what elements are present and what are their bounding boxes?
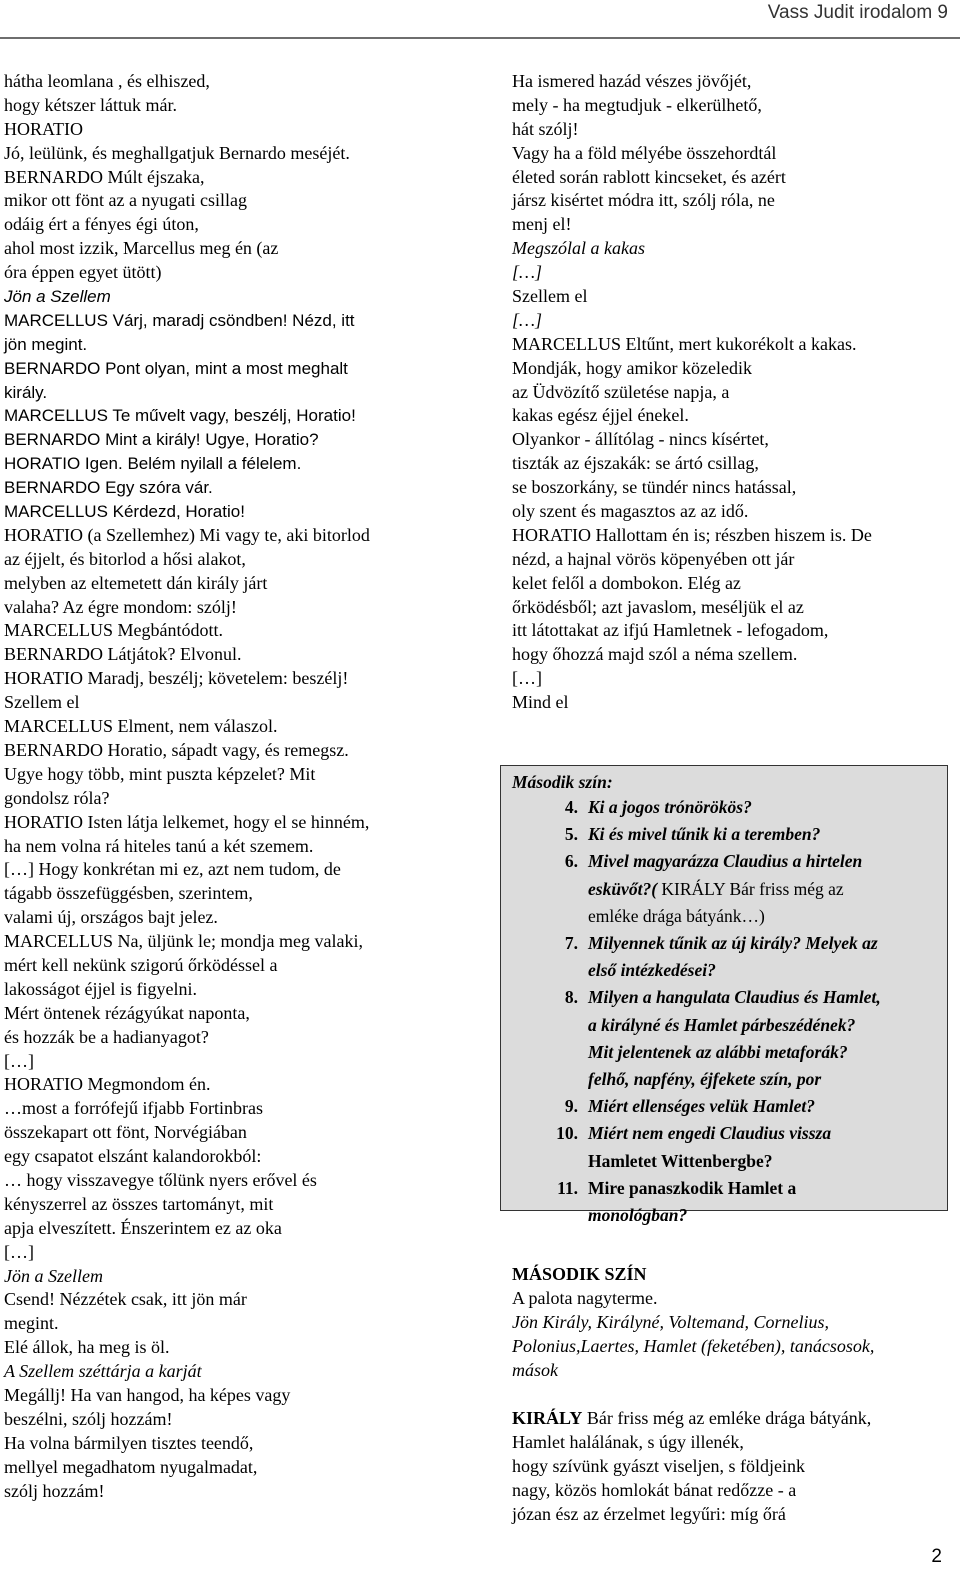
question-text [588, 930, 939, 957]
text-line: Jön a Szellem [4, 287, 111, 307]
question-text-span: Ki a jogos trónörökös? [588, 797, 752, 817]
question-number [512, 1148, 588, 1175]
text-line: HORATIO Maradj, beszélj; követelem: beszélj! [4, 668, 349, 689]
text-line: lakosságot éjjel is figyelni. [4, 978, 197, 999]
text-line: király. [4, 382, 48, 402]
question-box [500, 765, 948, 1226]
question-text [588, 1012, 939, 1039]
stage-direction-line: Jön Király, Királyné, Voltemand, Cornelius, [512, 1312, 829, 1332]
question-text [588, 848, 939, 875]
question-line [512, 848, 939, 875]
text-line: jön megint. [4, 334, 88, 354]
text-line: Szellem el [512, 286, 588, 307]
king-line: Hamlet halálának, s úgy illenék, [512, 1432, 744, 1452]
text-line: […] [4, 1050, 34, 1071]
text-line: BERNARDO Pont olyan, mint a most meghalt [4, 358, 348, 378]
text-line: BERNARDO Múlt éjszaka, [4, 166, 205, 187]
question-text-span: Hamletet Wittenbergbe? [588, 1150, 773, 1171]
question-text [588, 957, 939, 984]
king-line-text: Bár friss még az emléke drága bátyánk, [582, 1408, 872, 1428]
question-list [512, 794, 939, 1229]
text-line: életed során rablott kincseket, és azért [512, 166, 786, 187]
text-line: MARCELLUS Eltűnt, mert kukorékolt a kakas. [512, 333, 857, 354]
question-line [512, 930, 939, 957]
text-line: Olyankor - állítólag - nincs kísértet, [512, 429, 769, 450]
question-text-span: Milyen a hangulata Claudius és Hamlet, [588, 987, 881, 1008]
question-text-span: felhő, napfény, éjfekete szín, por [588, 1069, 822, 1090]
king-line: nagy, közös homlokát bánat redőzze - a [512, 1480, 797, 1500]
text-line: összekapart ott fönt, Norvégiában [4, 1122, 247, 1143]
text-line: Megállj! Ha van hangod, ha képes vagy [4, 1384, 291, 1405]
text-line: az éjjelt, és bitorlod a hősi alakot, [4, 548, 246, 569]
text-line: kényszerrel az összes tartományt, mit [4, 1193, 274, 1214]
text-line: […] [4, 1241, 34, 1262]
text-line: MARCELLUS Várj, maradj csöndben! Nézd, itt [4, 310, 355, 330]
question-text [588, 984, 939, 1011]
text-line: kelet felől a dombokon. Elég az [512, 572, 741, 593]
right-column [512, 70, 957, 715]
text-line: BERNARDO Horatio, sápadt vagy, és remegsz. [4, 739, 349, 760]
question-text [588, 1202, 939, 1229]
question-text [588, 903, 939, 930]
text-line: tiszták az éjszakák: se ártó csillag, [512, 453, 759, 474]
text-line: beszélni, szólj hozzám! [4, 1408, 173, 1429]
text-line: oly szent és magasztos az az idő. [512, 501, 749, 522]
text-line: apja elveszített. Énszerintem ez az oka [4, 1217, 282, 1238]
stage-direction-line: Polonius,Laertes, Hamlet (feketében), tanácsosok, [512, 1336, 875, 1356]
question-text-span: Ki és mivel tűnik ki a teremben? [588, 824, 821, 845]
text-line: Ugye hogy több, mint puszta képzelet? Mit [4, 763, 316, 784]
question-text [588, 794, 939, 821]
question-number: 5. [564, 824, 578, 845]
text-line: HORATIO Megmondom én. [4, 1074, 211, 1095]
question-number [512, 903, 588, 930]
text-line: tágabb összefüggésben, szerintem, [4, 883, 253, 904]
question-line [512, 984, 939, 1011]
question-text-span: első intézkedései? [588, 960, 716, 981]
text-line: hátha leomlana , és elhiszed, [4, 71, 210, 91]
question-text-plain: emléke drága bátyánk…) [588, 905, 765, 926]
question-line [512, 957, 939, 984]
text-line: BERNARDO Látjátok? Elvonul. [4, 644, 242, 665]
question-line [512, 903, 939, 930]
text-line: […] Hogy konkrétan mi ez, azt nem tudom, de [4, 859, 341, 880]
text-line: MARCELLUS Te művelt vagy, beszélj, Horatio! [4, 406, 356, 426]
text-line: Megszólal a kakas [512, 238, 645, 259]
text-line: odáig ért a fényes égi úton, [4, 214, 199, 235]
text-line: óra éppen egyet ütött) [4, 262, 162, 283]
question-number: 4. [564, 797, 578, 817]
question-number: 8. [564, 987, 578, 1008]
text-line: Mondják, hogy amikor közeledik [512, 357, 752, 378]
question-text [588, 1148, 939, 1175]
text-line: hát szólj! [512, 118, 579, 139]
text-line: valaha? Az égre mondom: szólj! [4, 596, 237, 617]
scene-location: A palota nagyterme. [512, 1288, 658, 1308]
question-text-span: Mire panaszkodik Hamlet a [588, 1177, 797, 1198]
question-number [512, 1202, 588, 1229]
question-number: 10. [556, 1123, 578, 1144]
question-box-title: Második szín: [512, 772, 613, 792]
question-line [512, 1012, 939, 1039]
question-text-span: Miért ellenséges velük Hamlet? [588, 1096, 815, 1117]
scene-block [512, 1262, 952, 1382]
question-number: 11. [557, 1177, 578, 1198]
text-line: az Üdvözítő születése napja, a [512, 381, 730, 402]
text-line: BERNARDO Mint a király! Ugye, Horatio? [4, 430, 319, 450]
question-number: 9. [564, 1096, 578, 1117]
question-number [512, 1039, 588, 1066]
question-text-span: monológban? [588, 1205, 688, 1226]
text-line: Ha ismered hazád vészes jövőjét, [512, 71, 752, 91]
text-line: Ha volna bármilyen tisztes teendő, [4, 1432, 254, 1453]
question-text [588, 1093, 939, 1120]
question-line [512, 794, 939, 821]
text-line: HORATIO (a Szellemhez) Mi vagy te, aki bitorlod [4, 524, 370, 545]
text-line: HORATIO Hallottam én is; részben hiszem is. De [512, 524, 872, 545]
question-text [588, 821, 939, 848]
text-line: …most a forrófejű ifjabb Fortinbras [4, 1098, 263, 1119]
text-line: nézd, a hajnal vörös köpenyében ott jár [512, 548, 795, 569]
question-text-italic: esküvőt?( [588, 878, 662, 899]
stage-directions [512, 1310, 952, 1382]
text-line: MARCELLUS Elment, nem válaszol. [4, 716, 278, 737]
text-line: HORATIO Igen. Belém nyilall a félelem. [4, 454, 302, 474]
question-text-span: a királyné és Hamlet párbeszédének? [588, 1014, 856, 1035]
question-line [512, 1148, 939, 1175]
text-line: menj el! [512, 214, 572, 235]
text-line: se boszorkány, se tündér nincs hatással, [512, 477, 797, 498]
text-line: BERNARDO Egy szóra vár. [4, 478, 213, 498]
text-line: HORATIO Isten látja lelkemet, hogy el se hinném, [4, 811, 370, 832]
question-line [512, 821, 939, 848]
text-line: mikor ott fönt az a nyugati csillag [4, 190, 247, 211]
text-line: HORATIO [4, 118, 83, 139]
question-number [512, 1066, 588, 1093]
question-text-plain: KIRÁLY Bár friss még az [661, 878, 844, 899]
stage-direction-line: mások [512, 1360, 558, 1380]
question-line [512, 876, 939, 903]
text-line: Jó, leülünk, és meghallgatjuk Bernardo meséjét. [4, 142, 350, 163]
header-divider [0, 37, 960, 39]
question-text-span: Mivel magyarázza Claudius a hirtelen [588, 851, 863, 872]
text-line: jársz kisértet módra itt, szólj róla, ne [512, 190, 775, 211]
question-number: 7. [564, 933, 578, 954]
text-line: MARCELLUS Na, üljünk le; mondja meg valaki, [4, 931, 363, 952]
text-line: megint. [4, 1313, 59, 1334]
text-line: kakas egész éjjel énekel. [512, 405, 689, 426]
question-text [588, 1039, 939, 1066]
king-line: hogy szívünk gyászt viseljen, s földjeink [512, 1456, 805, 1476]
text-line: ahol most izzik, Marcellus meg én (az [4, 238, 279, 259]
question-number [512, 957, 588, 984]
text-line: Vagy ha a föld mélyébe összehordtál [512, 142, 777, 163]
text-line: Csend! Nézzétek csak, itt jön már [4, 1289, 247, 1310]
question-line [512, 1202, 939, 1229]
question-line [512, 1093, 939, 1120]
text-line: őrködésből; azt javaslom, meséljük el az [512, 596, 804, 617]
text-line: gondolsz róla? [4, 787, 110, 808]
king-line: józan ész az érzelmet legyűri: míg őrá [512, 1504, 786, 1524]
text-line: […] [512, 262, 543, 283]
text-line: hogy kétszer láttuk már. [4, 94, 177, 115]
text-line: […] [512, 309, 543, 330]
question-text [588, 876, 939, 903]
text-line: itt látottakat az ifjú Hamletnek - lefogadom, [512, 620, 829, 641]
text-line: melyben az eltemetett dán király járt [4, 572, 268, 593]
header-title: Vass Judit irodalom 9 [767, 2, 948, 23]
question-text-span: Mit jelentenek az alábbi metaforák? [588, 1041, 848, 1062]
text-line: mért kell nekünk szigorú őrködéssel a [4, 954, 278, 975]
question-number [512, 1012, 588, 1039]
page-number: 2 [931, 1546, 942, 1567]
text-line: hogy őhozzá majd szól a néma szellem. [512, 644, 798, 665]
king-lines [512, 1430, 952, 1526]
text-line: A Szellem széttárja a karját [4, 1361, 202, 1382]
text-line: valami új, országos bajt jelez. [4, 907, 218, 928]
text-line: Mért öntenek rézágyúkat naponta, [4, 1002, 250, 1023]
text-line: Szellem el [4, 692, 80, 713]
text-line: … hogy visszavegye tőlünk nyers erővel és [4, 1169, 317, 1190]
text-line: MARCELLUS Kérdezd, Horatio! [4, 502, 245, 522]
text-line: Elé állok, ha meg is öl. [4, 1337, 170, 1358]
question-text-span: Miért nem engedi Claudius vissza [588, 1123, 832, 1144]
text-line: szólj hozzám! [4, 1480, 105, 1501]
scene-title: MÁSODIK SZÍN [512, 1264, 647, 1284]
question-text [588, 1066, 939, 1093]
question-line [512, 1120, 939, 1147]
king-speech [512, 1406, 952, 1526]
text-line: ha nem volna rá hiteles tanú a két szemem. [4, 835, 314, 856]
text-line: […] [512, 668, 542, 689]
text-line: mellyel megadhatom nyugalmadat, [4, 1456, 258, 1477]
question-text-span: Milyennek tűnik az új király? Melyek az [588, 933, 878, 954]
text-line: és hozzák be a hadianyagot? [4, 1026, 209, 1047]
text-line: egy csapatot elszánt kalandorokból: [4, 1146, 262, 1167]
question-line [512, 1066, 939, 1093]
left-column [4, 70, 474, 1503]
king-first-line [512, 1406, 952, 1430]
text-line: Mind el [512, 692, 569, 713]
text-line: Jön a Szellem [4, 1265, 103, 1286]
question-line [512, 1175, 939, 1202]
question-number: 6. [564, 851, 578, 872]
question-line [512, 1039, 939, 1066]
question-number [512, 876, 588, 903]
king-speaker: KIRÁLY [512, 1408, 583, 1428]
question-text [588, 1175, 939, 1202]
text-line: mely - ha megtudjuk - elkerülhető, [512, 94, 762, 115]
question-text [588, 1120, 939, 1147]
text-line: MARCELLUS Megbántódott. [4, 620, 223, 641]
